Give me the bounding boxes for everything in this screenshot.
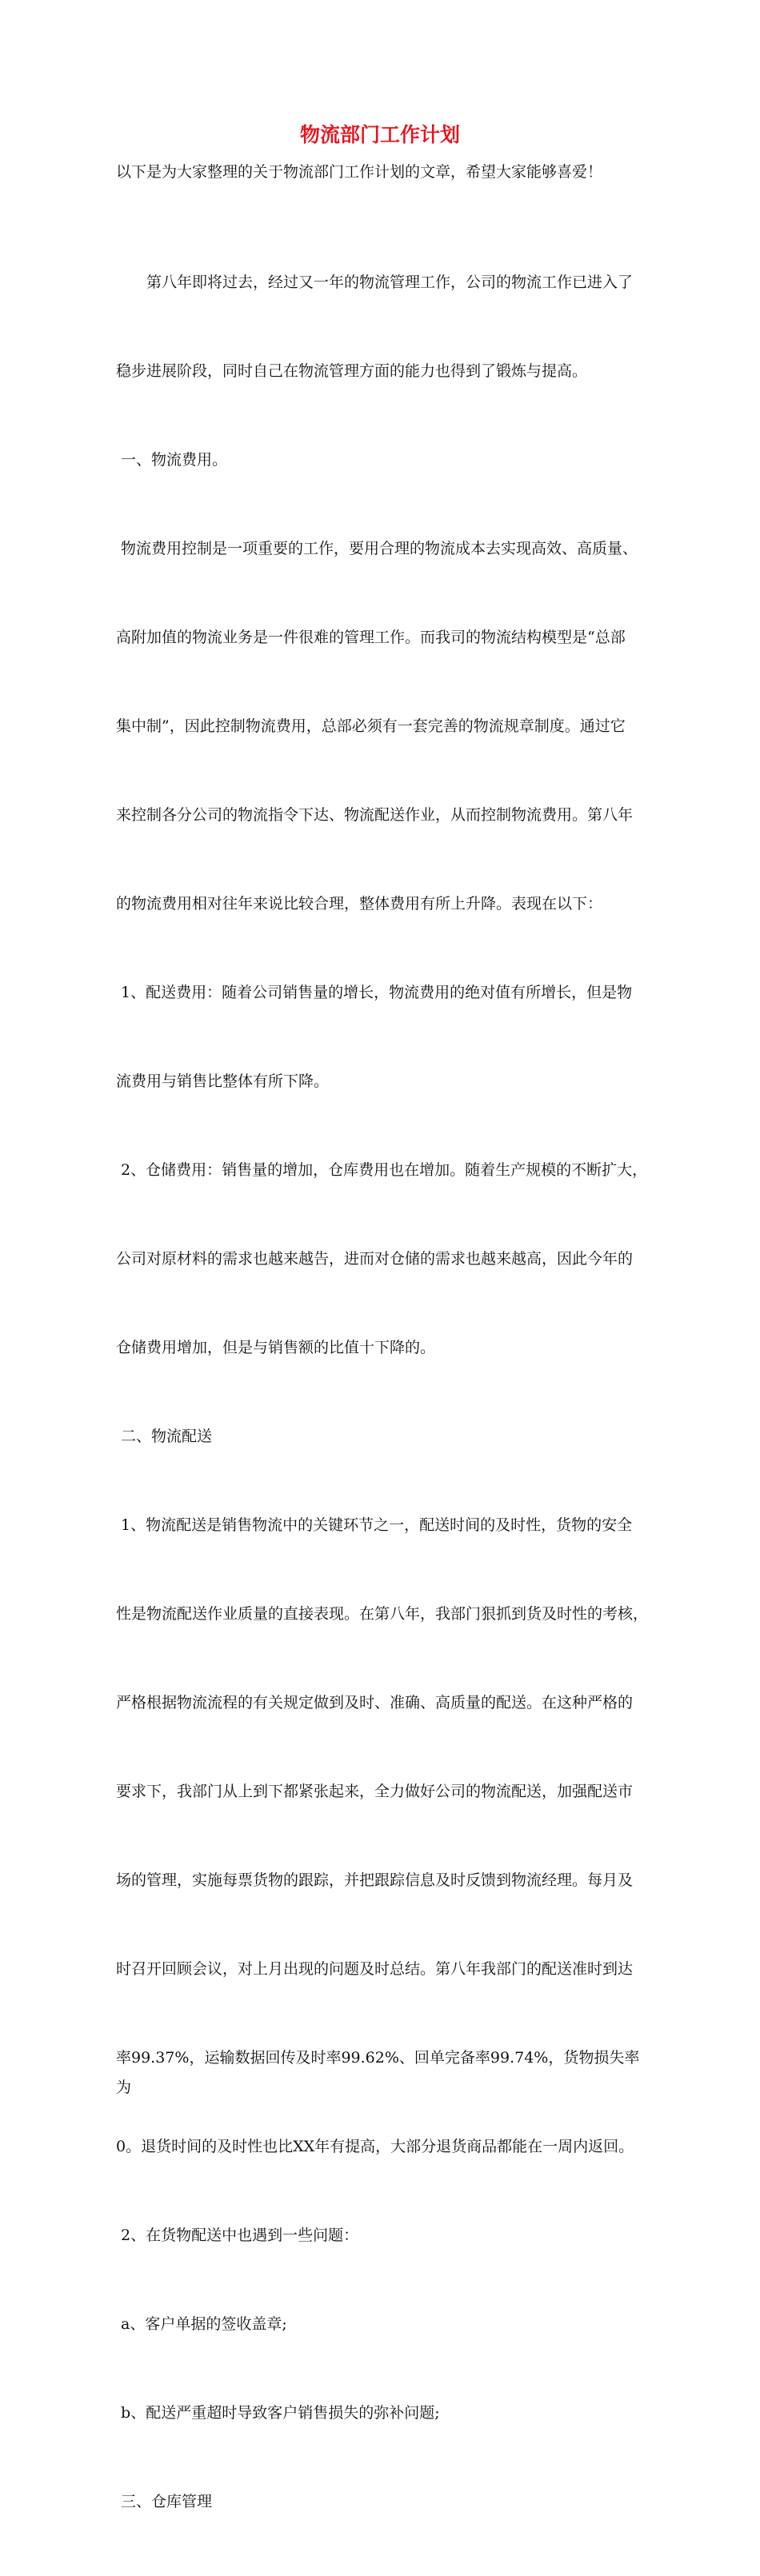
body-line: 第八年即将过去，经过又一年的物流管理工作，公司的物流工作已进入了: [116, 274, 634, 291]
body-line: 2、在货物配送中也遇到一些问题：: [116, 2227, 359, 2244]
section-heading-logistics-cost: 一、物流费用。: [116, 451, 228, 469]
body-line: 的物流费用相对往年来说比较合理，整体费用有所上升降。表现在以下：: [116, 895, 603, 913]
body-line: 流费用与销售比整体有所下降。: [116, 1072, 330, 1090]
body-line: 严格根据物流流程的有关规定做到及时、准确、高质量的配送。在这种严格的: [116, 1694, 634, 1711]
body-line: 0。退货时间的及时性也比XX年有提高，大部分退货商品都能在一周内返回。: [116, 2138, 634, 2155]
body-line: 仓储费用增加，但是与销售额的比值十下降的。: [116, 1339, 436, 1356]
body-line: 场的管理，实施每票货物的跟踪，并把跟踪信息及时反馈到物流经理。每月及: [116, 1871, 634, 1889]
body-line: 率99.37%，运输数据回传及时率99.62%、回单完备率99.74%，货物损失率为: [116, 2049, 640, 2096]
body-line: a、客户单据的签收盖章;: [116, 2315, 287, 2333]
body-line: b、配送严重超时导致客户销售损失的弥补问题;: [116, 2404, 440, 2422]
body-line: 性是物流配送作业质量的直接表现。在第八年，我部门狠抓到货及时性的考核，: [116, 1605, 649, 1623]
document-title: 物流部门工作计划: [299, 123, 460, 146]
section-heading-logistics-delivery: 二、物流配送: [116, 1428, 213, 1445]
body-line: 2、仓储费用：销售量的增加，仓库费用也在增加。随着生产规模的不断扩大，: [116, 1161, 648, 1179]
body-line: 1、配送费用：随着公司销售量的增长，物流费用的绝对值有所增长，但是物: [116, 984, 633, 1001]
body-line: 高附加值的物流业务是一件很难的管理工作。而我司的物流结构模型是“总部: [116, 629, 626, 646]
body-line: 时召开回顾会议，对上月出现的问题及时总结。第八年我部门的配送准时到达: [116, 1960, 634, 1978]
body-line: 要求下，我部门从上到下都紧张起来，全力做好公司的物流配送，加强配送市: [116, 1783, 634, 1800]
body-line: 公司对原材料的需求也越来越告，进而对仓储的需求也越来越高，因此今年的: [116, 1250, 634, 1268]
section-heading-warehouse-management: 三、仓库管理: [116, 2493, 213, 2510]
intro-paragraph: 以下是为大家整理的关于物流部门工作计划的文章，希望大家能够喜爱！: [116, 163, 603, 181]
body-line: 集中制”，因此控制物流费用，总部必须有一套完善的物流规章制度。通过它: [116, 717, 626, 735]
document-body: [116, 209, 650, 2576]
body-line: 稳步进展阶段，同时自己在物流管理方面的能力也得到了锻炼与提高。: [116, 362, 588, 380]
body-line: 物流费用控制是一项重要的工作，要用合理的物流成本去实现高效、高质量、: [116, 540, 638, 557]
body-line: 1、物流配送是销售物流中的关键环节之一，配送时间的及时性，货物的安全: [116, 1516, 633, 1534]
body-line: 来控制各分公司的物流指令下达、物流配送作业，从而控制物流费用。第八年: [116, 806, 634, 824]
